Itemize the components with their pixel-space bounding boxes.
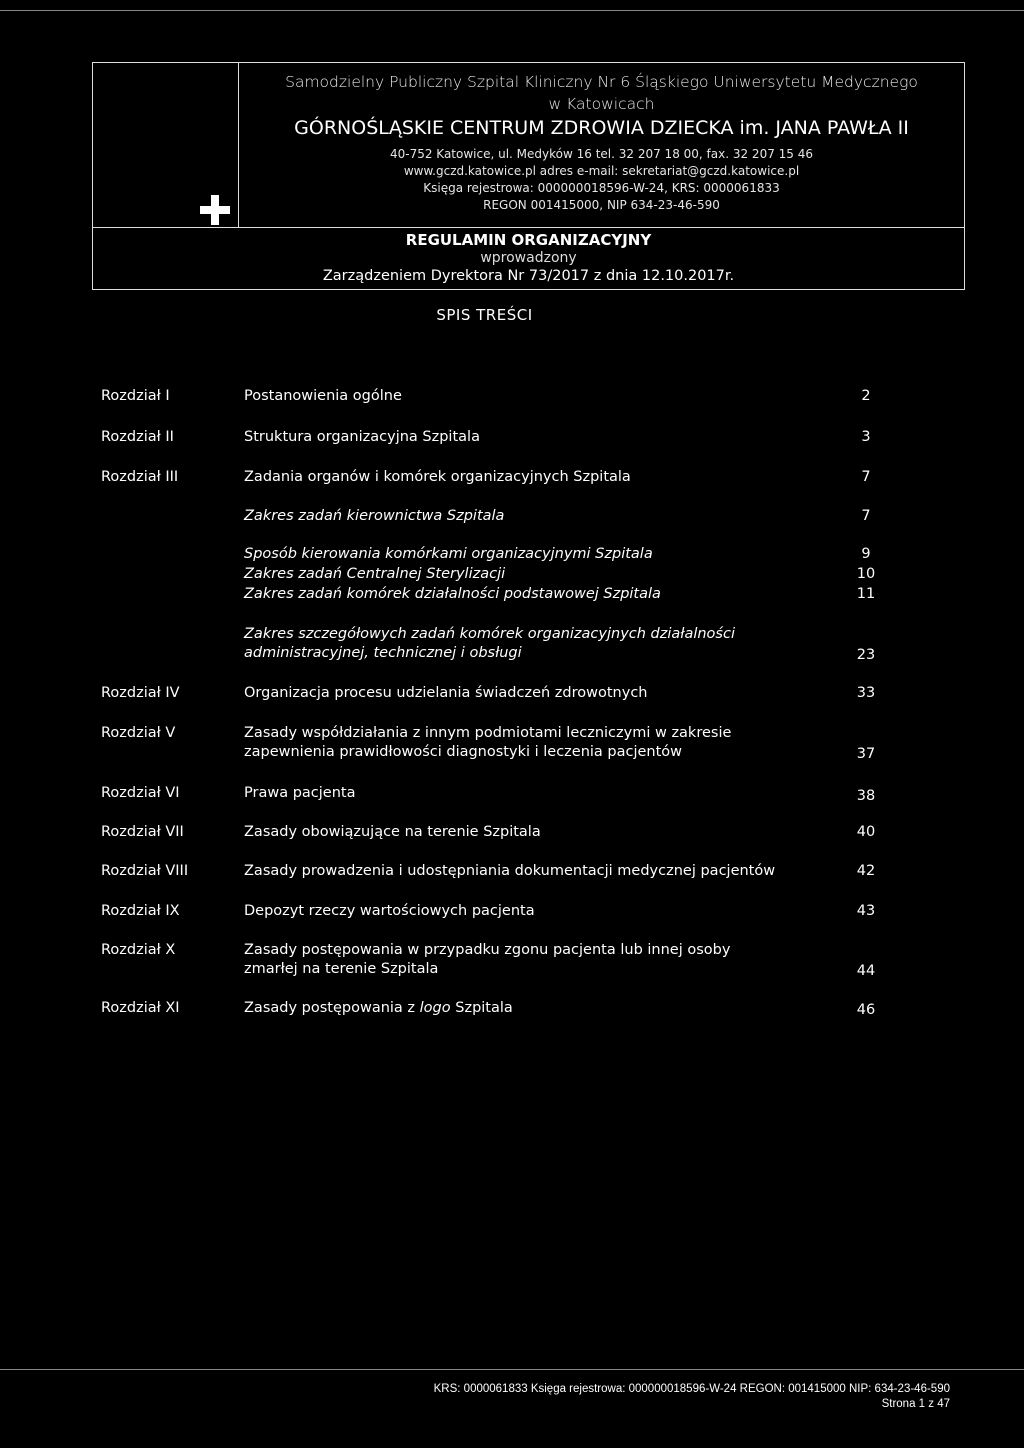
toc-title-text: Zakres zadań kierownictwa Szpitala [244, 508, 505, 524]
institution-city: w Katowicach [548, 95, 655, 113]
toc-page: 43 [856, 903, 876, 919]
toc-chapter: Rozdział III [101, 469, 179, 485]
toc-title: SPIS TREŚCI [436, 306, 533, 324]
footer-rule [0, 1369, 1024, 1370]
toc-title-text: Zakres szczegółowych zadań komórek organizacyjnych działalności administracyjnej, technicznej i obsługi [244, 626, 735, 661]
toc-page: 7 [861, 469, 871, 485]
logo-cell [93, 63, 239, 227]
toc-chapter: Rozdział IV [101, 685, 180, 701]
toc-title-text: Zadania organów i komórek organizacyjnych Szpitala [244, 469, 631, 485]
toc-title-text: Prawa pacjenta [244, 785, 356, 801]
regulation-title: REGULAMIN ORGANIZACYJNY [405, 231, 652, 249]
toc-page: 44 [856, 963, 876, 979]
toc-title-text: Zasady obowiązujące na terenie Szpitala [244, 824, 541, 840]
regon-nip: REGON 001415000, NIP 634-23-46-590 [483, 198, 720, 212]
hospital-cross-icon [200, 195, 230, 225]
toc-title-text: Postanowienia ogólne [244, 388, 402, 404]
center-name: GÓRNOŚLĄSKIE CENTRUM ZDROWIA DZIECKA im. JANA PAWŁA II [294, 117, 909, 139]
toc-page: 33 [856, 685, 876, 701]
regulation-block [93, 229, 964, 284]
footer-registry: KRS: 0000061833 Księga rejestrowa: 000000018596-W-24 REGON: 001415000 NIP: 634-23-46-590 [433, 1383, 950, 1395]
top-rule [0, 10, 1024, 11]
toc-page: 37 [856, 746, 876, 762]
toc-chapter: Rozdział VII [101, 824, 184, 840]
toc-page: 42 [856, 863, 876, 879]
institution-info [239, 63, 964, 227]
header-divider [93, 227, 964, 228]
toc-page: 3 [861, 429, 871, 445]
page-footer [434, 1382, 950, 1412]
web-email: www.gczd.katowice.pl adres e-mail: sekretariat@gczd.katowice.pl [403, 164, 800, 178]
toc-title-text: Depozyt rzeczy wartościowych pacjenta [244, 903, 535, 919]
page-number: Strona 1 z 47 [881, 1398, 950, 1410]
document-header [92, 62, 965, 290]
toc-chapter: Rozdział I [101, 388, 170, 404]
toc-title-text: Zakres zadań Centralnej Sterylizacji [244, 566, 506, 582]
toc-chapter: Rozdział X [101, 942, 176, 958]
toc-title-text: Organizacja procesu udzielania świadczeń zdrowotnych [244, 685, 648, 701]
toc-title-text: Sposób kierowania komórkami organizacyjnymi Szpitala [244, 546, 653, 562]
toc-title-text: Zasady postępowania w przypadku zgonu pacjenta lub innej osoby zmarłej na terenie Szpitala [244, 942, 731, 977]
toc-title-text: Zasady postępowania z logo Szpitala [244, 1000, 513, 1016]
toc-title-text: Struktura organizacyjna Szpitala [244, 429, 480, 445]
toc-page: 23 [856, 647, 876, 663]
toc-title-text: Zakres zadań komórek działalności podstawowej Szpitala [244, 586, 661, 602]
toc-chapter: Rozdział VI [101, 785, 180, 801]
toc-page: 2 [861, 388, 871, 404]
toc-chapter: Rozdział XI [101, 1000, 180, 1016]
toc-chapter: Rozdział VIII [101, 863, 189, 879]
toc-page: 9 [861, 546, 871, 562]
toc-chapter: Rozdział V [101, 725, 176, 741]
address: 40-752 Katowice, ul. Medyków 16 tel. 32 207 18 00, fax. 32 207 15 46 [389, 147, 814, 161]
regulation-subtitle: wprowadzony [480, 250, 577, 266]
institution-name: Samodzielny Publiczny Szpital Kliniczny Nr 6 Śląskiego Uniwersytetu Medycznego [285, 73, 918, 91]
toc-page: 11 [856, 586, 876, 602]
toc-page: 46 [856, 1002, 876, 1018]
toc-page: 38 [856, 788, 876, 804]
toc-title-text: Zasady prowadzenia i udostępniania dokumentacji medycznej pacjentów [244, 863, 776, 879]
registry-info: Księga rejestrowa: 000000018596-W-24, KRS: 0000061833 [423, 181, 780, 195]
toc-title-text: Zasady współdziałania z innym podmiotami leczniczymi w zakresie zapewnienia prawidłowości diagnostyki i leczenia pacjentów [244, 725, 732, 760]
toc-page: 7 [861, 508, 871, 524]
toc-chapter: Rozdział II [101, 429, 174, 445]
toc-chapter: Rozdział IX [101, 903, 180, 919]
regulation-reference: Zarządzeniem Dyrektora Nr 73/2017 z dnia 12.10.2017r. [322, 268, 735, 284]
toc-page: 10 [856, 566, 876, 582]
toc-page: 40 [856, 824, 876, 840]
